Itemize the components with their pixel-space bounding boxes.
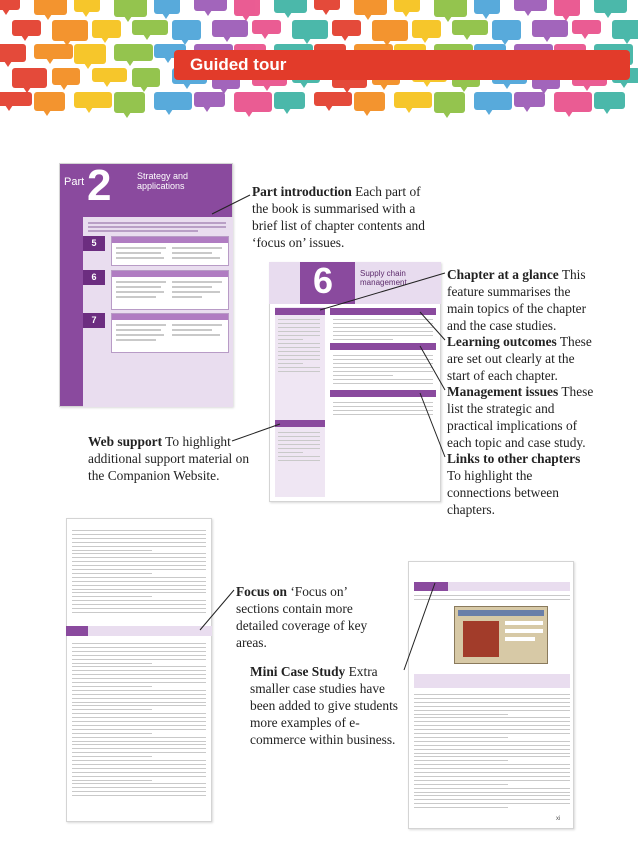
connector-part-intro [212,195,250,214]
chapter-number: 6 [313,260,334,301]
chapter-number-box: 7 [83,313,105,328]
annotation-part-introduction: Part introduction Each part of the book is summarised with a brief list of chapter contents and ‘focus on’ issues. [252,184,425,250]
annotation-focus-on: Focus on ‘Focus on’ sections contain more detailed coverage of key areas. [236,584,368,650]
connector-links-to-chapters [420,393,445,457]
annotation-chapter-at-a-glance: Chapter at a glance This feature summarises the main topics of the chapter and the case studies. [447,267,587,333]
connector-focus-on [200,590,234,630]
connector-learning-outcomes [420,312,445,340]
annotation-web-support: Web support To highlight additional support material on the Companion Website. [88,434,250,483]
chapter-number-box: 6 [83,270,105,285]
page-title: Guided tour [190,55,287,74]
annotation-management-issues: Management issues These list the strategic and practical implications of each topic and case study. [447,384,594,450]
part-label: Part [64,176,85,188]
chapter-heading: Supply chain management [360,269,407,288]
chapter-number-box: 5 [83,236,105,251]
connector-chapter-at-a-glance [320,273,445,310]
part-number: 2 [87,161,112,210]
annotation-links-to-other-chapters: Links to other chapters To highlight the connections between chapters. [447,451,581,517]
annotation-learning-outcomes: Learning outcomes These are set out clearly at the start of each chapter. [447,334,592,383]
connector-web-support [232,424,280,441]
annotation-mini-case-study: Mini Case Study Extra smaller case studies have been added to give students more examples of e-commerce within business. [250,664,399,747]
connector-mini-case [404,583,435,670]
connector-management-issues [420,346,445,390]
part-heading: Strategy and applications [137,171,189,191]
page-number: xi [556,816,561,822]
